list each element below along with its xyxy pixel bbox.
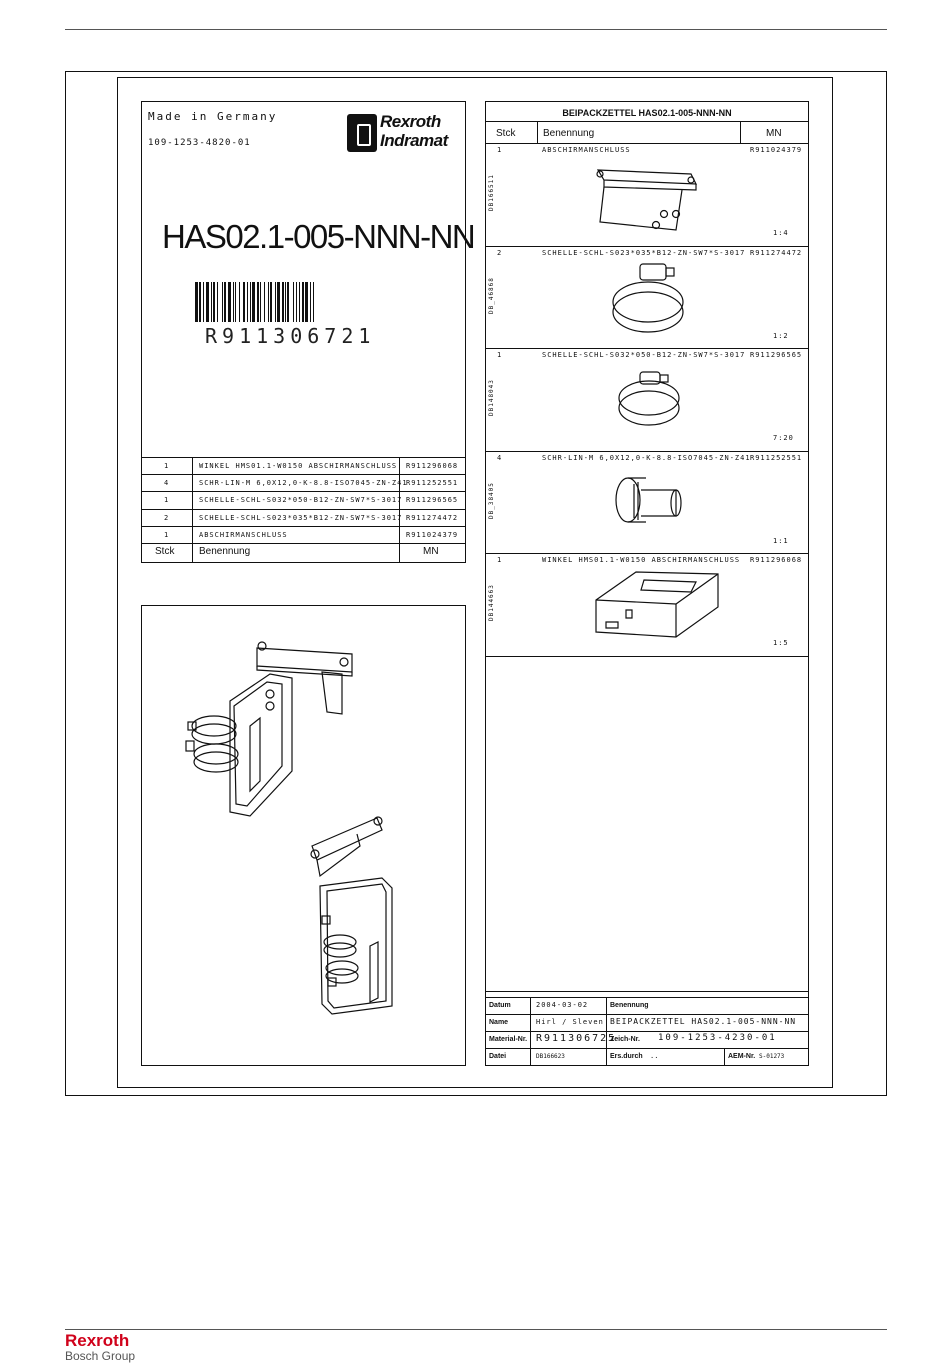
barcode bbox=[195, 282, 413, 322]
barcode-bar bbox=[260, 282, 261, 322]
item4-drawing bbox=[616, 478, 640, 522]
footer-brand: Rexroth bbox=[65, 1331, 130, 1350]
titleblock-rule-5 bbox=[486, 1048, 808, 1049]
tb-zeich-label: Zeich-Nr. bbox=[610, 1036, 640, 1043]
sheet-item-scale: 7:20 bbox=[773, 434, 794, 442]
barcode-bar bbox=[199, 282, 201, 322]
tb-datum-label: Datum bbox=[489, 1002, 511, 1009]
label-row-rule bbox=[142, 491, 465, 492]
barcode-bar bbox=[213, 282, 215, 322]
sheet-header-qty: Stck bbox=[496, 128, 516, 139]
label-part-mn: R911274472 bbox=[406, 513, 459, 522]
tb-material-label: Material-Nr. bbox=[489, 1036, 528, 1043]
barcode-bar bbox=[275, 282, 276, 322]
label-part-mn: R911296068 bbox=[406, 462, 459, 470]
sheet-item-qty: 1 bbox=[497, 351, 503, 359]
barcode-bar bbox=[277, 282, 280, 322]
label-part-qty: 1 bbox=[164, 496, 170, 505]
barcode-bar bbox=[233, 282, 234, 322]
label-row-rule bbox=[142, 526, 465, 527]
barcode-bar bbox=[222, 282, 223, 322]
product-code: HAS02.1-005-NNN-NN bbox=[162, 218, 475, 255]
tb-datei-label: Datei bbox=[489, 1053, 507, 1060]
assembly-drawing bbox=[142, 606, 465, 1065]
barcode-bar bbox=[252, 282, 255, 322]
sheet-item-code: DB_46868 bbox=[488, 276, 495, 314]
tb-aem-label: AEM-Nr. bbox=[728, 1053, 756, 1060]
sheet-item-qty: 1 bbox=[497, 146, 503, 154]
tb-name-label: Name bbox=[489, 1019, 509, 1026]
tb-name: Hirl / Sleven bbox=[536, 1018, 604, 1026]
barcode-bar bbox=[285, 282, 286, 322]
logo-line2: Indramat bbox=[380, 131, 448, 150]
label-part-name: WINKEL HMS01.1-W0150 ABSCHIRMANSCHLUSS bbox=[199, 462, 398, 470]
sheet-item-name: SCHELLE-SCHL-S032*050-B12-ZN-SW7*S-3017 bbox=[542, 351, 746, 359]
item5-drawing bbox=[596, 572, 718, 637]
label-part-name: SCHR-LIN-M 6,0X12,0-K-8.8-ISO7045-ZN-Z41 bbox=[199, 479, 408, 488]
sheet-item-name: SCHR-LIN-M 6,0X12,0-K-8.8-ISO7045-ZN-Z41 bbox=[542, 453, 751, 462]
barcode-bar bbox=[264, 282, 265, 322]
titleblock-rule-4 bbox=[486, 1031, 808, 1032]
barcode-bar bbox=[247, 282, 248, 322]
footer-group: Bosch Group bbox=[65, 1349, 136, 1363]
label-part-qty: 1 bbox=[164, 462, 170, 470]
barcode-bar bbox=[235, 282, 236, 322]
barcode-bar bbox=[211, 282, 212, 322]
sheet-item-mn: R911252551 bbox=[750, 453, 803, 462]
label-part-mn: R911252551 bbox=[406, 479, 459, 488]
table-rule-top bbox=[142, 457, 465, 458]
barcode-bar bbox=[268, 282, 269, 322]
sheet-item-scale: 1:1 bbox=[773, 536, 789, 545]
tb-datum: 2004-03-02 bbox=[536, 1001, 589, 1009]
barcode-bar bbox=[250, 282, 251, 322]
sheet-item-scale: 1:2 bbox=[773, 331, 789, 340]
label-part-name: SCHELLE-SCHL-S032*050-B12-ZN-SW7*S-3017 bbox=[199, 496, 403, 505]
tb-benennung-label: Benennung bbox=[610, 1002, 649, 1009]
label-header-name: Benennung bbox=[199, 546, 251, 557]
parts-sheet bbox=[485, 101, 809, 1066]
sheet-item-name: ABSCHIRMANSCHLUSS bbox=[542, 146, 631, 154]
sheet-header-name: Benennung bbox=[543, 128, 595, 139]
sheet-item-qty: 2 bbox=[497, 248, 503, 257]
sheet-item-scale: 1:4 bbox=[773, 229, 789, 237]
barcode-bar bbox=[313, 282, 314, 322]
barcode-bar bbox=[299, 282, 300, 322]
item3-drawing bbox=[619, 381, 679, 415]
label-part-qty: 4 bbox=[164, 479, 170, 488]
barcode-bar bbox=[195, 282, 198, 322]
sheet-item-code: DB166511 bbox=[488, 174, 495, 211]
sheet-item-code: DB144663 bbox=[488, 584, 495, 621]
barcode-bar bbox=[217, 282, 218, 322]
sheet-item-code: DB_38405 bbox=[488, 481, 495, 519]
sheet-item-qty: 1 bbox=[497, 556, 503, 564]
barcode-bar bbox=[203, 282, 204, 322]
label-part-qty: 2 bbox=[164, 513, 170, 522]
barcode-bar bbox=[270, 282, 272, 322]
item-illustrations bbox=[486, 102, 808, 662]
titleblock-rule-1 bbox=[486, 991, 808, 992]
titleblock-col-2 bbox=[606, 997, 607, 1065]
label-header-mn: MN bbox=[423, 546, 439, 557]
barcode-bar bbox=[228, 282, 231, 322]
sheet-item-mn: R911296068 bbox=[750, 556, 803, 564]
label-row-rule bbox=[142, 509, 465, 510]
barcode-bar bbox=[239, 282, 240, 322]
barcode-bar bbox=[282, 282, 284, 322]
barcode-bar bbox=[224, 282, 226, 322]
sheet-item-code: DB148043 bbox=[488, 379, 495, 416]
bottom-rule bbox=[65, 1329, 887, 1330]
sheet-item-qty: 4 bbox=[497, 453, 503, 462]
item1-drawing bbox=[598, 170, 696, 184]
top-rule bbox=[65, 29, 887, 30]
tb-ers: .. bbox=[650, 1052, 659, 1060]
label-row-rule bbox=[142, 474, 465, 475]
titleblock-col-3 bbox=[724, 1048, 725, 1065]
tb-material: R911306725 bbox=[536, 1033, 617, 1044]
tb-benennung: BEIPACKZETTEL HAS02.1-005-NNN-NN bbox=[610, 1017, 797, 1026]
tb-zeich: 109-1253-4230-01 bbox=[658, 1033, 777, 1043]
barcode-bar bbox=[310, 282, 311, 322]
sheet-title: BEIPACKZETTEL HAS02.1-005-NNN-NN bbox=[562, 108, 732, 118]
sheet-item-scale: 1:5 bbox=[773, 639, 789, 647]
titleblock-rule-2 bbox=[486, 997, 808, 998]
barcode-bar bbox=[305, 282, 308, 322]
barcode-bar bbox=[296, 282, 297, 322]
barcode-number: R911306721 bbox=[205, 324, 376, 348]
titleblock-col-1 bbox=[530, 997, 531, 1065]
sheet-header-mn: MN bbox=[766, 128, 782, 139]
barcode-bar bbox=[206, 282, 209, 322]
sheet-item-name: SCHELLE-SCHL-S023*035*B12-ZN-SW7*S-3017 bbox=[542, 248, 746, 257]
label-part-mn: R911296565 bbox=[406, 496, 459, 505]
item2-drawing bbox=[613, 282, 683, 322]
titleblock-rule-3 bbox=[486, 1014, 808, 1015]
sheet-item-mn: R911274472 bbox=[750, 248, 803, 257]
table-header-rule bbox=[142, 543, 465, 544]
tb-ers-label: Ers.durch bbox=[610, 1053, 643, 1060]
label-header-qty: Stck bbox=[155, 546, 175, 557]
made-in-text: Made in Germany bbox=[148, 110, 278, 123]
barcode-bar bbox=[302, 282, 304, 322]
logo-line1: Rexroth bbox=[380, 112, 441, 131]
sheet-item-mn: R911024379 bbox=[750, 146, 803, 154]
barcode-bar bbox=[287, 282, 289, 322]
label-part-mn: R911024379 bbox=[406, 530, 459, 539]
label-part-name: ABSCHIRMANSCHLUSS bbox=[199, 530, 288, 539]
tb-aem: S-01273 bbox=[759, 1053, 785, 1060]
sheet-item-mn: R911296565 bbox=[750, 351, 803, 359]
sheet-item-name: WINKEL HMS01.1-W0150 ABSCHIRMANSCHLUSS bbox=[542, 556, 741, 564]
label-doc-number: 109-1253-4820-01 bbox=[148, 138, 251, 148]
assembly-drawing-frame bbox=[141, 605, 466, 1066]
barcode-bar bbox=[257, 282, 259, 322]
tb-datei: DB166623 bbox=[536, 1053, 565, 1060]
label-part-name: SCHELLE-SCHL-S023*035*B12-ZN-SW7*S-3017 bbox=[199, 513, 403, 522]
rexroth-indramat-logo bbox=[347, 112, 459, 154]
barcode-bar bbox=[293, 282, 294, 322]
package-label bbox=[141, 101, 475, 563]
barcode-bar bbox=[243, 282, 245, 322]
label-part-qty: 1 bbox=[164, 530, 170, 539]
logo-mark-notch bbox=[357, 124, 371, 146]
